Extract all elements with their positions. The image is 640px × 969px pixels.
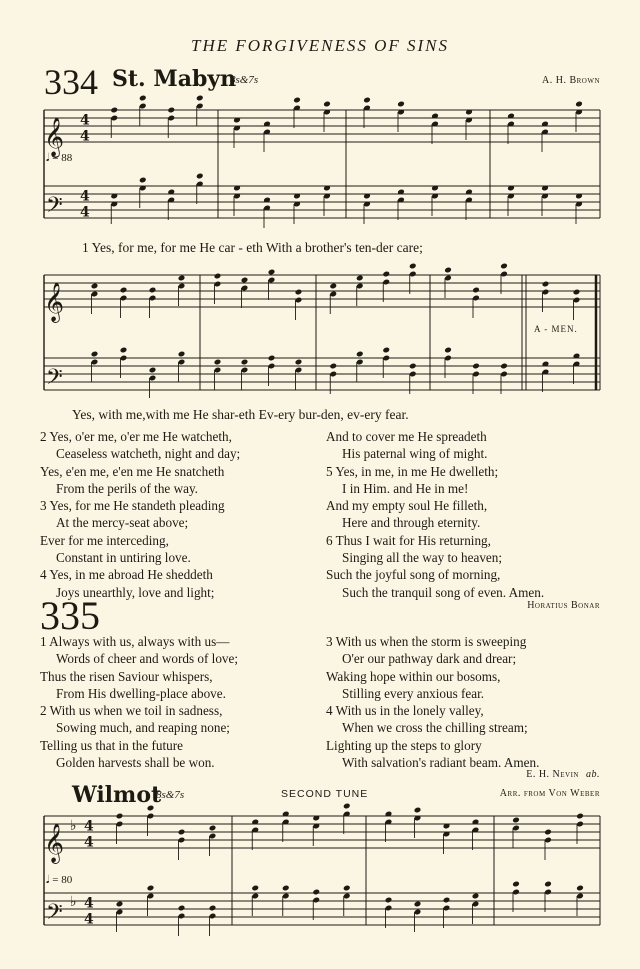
verse-line: From His dwelling-place above.: [56, 685, 226, 701]
note-head: [382, 271, 390, 278]
verse-line: Joys unearthly, love and light;: [56, 584, 215, 600]
verse-line: From the perils of the way.: [56, 480, 198, 496]
note-head: [91, 351, 99, 358]
verse-line: Such the tranquil song of even. Amen.: [342, 584, 545, 600]
note-head: [196, 173, 204, 180]
hymn-number-334: 334: [44, 62, 98, 102]
verse-line: With salvation's radiant beam. Amen.: [342, 755, 540, 771]
note-head: [139, 177, 147, 184]
verse-line: At the mercy-seat above;: [56, 515, 189, 531]
note-head: [544, 881, 552, 888]
note-head: [295, 289, 303, 296]
verse-line: And to cover me He spreadeth: [326, 429, 487, 444]
verse-line: Yes, e'en me, e'en me He snatcheth: [40, 463, 225, 479]
note-head: [414, 807, 422, 814]
verse-line: Singing all the way to heaven;: [342, 550, 503, 566]
author-334: Horatius Bonar: [527, 600, 600, 611]
note-head: [575, 101, 583, 108]
note-head: [147, 885, 155, 892]
note-head: [356, 275, 364, 282]
note-head: [512, 817, 520, 824]
hymn-number-335: 335: [40, 593, 100, 638]
note-head: [443, 897, 451, 904]
note-head: [343, 803, 351, 810]
flat-icon: ♭: [70, 818, 77, 834]
bass-clef-icon: 𝄢: [46, 193, 63, 223]
note-head: [251, 885, 259, 892]
verse-line: Thus the risen Saviour whispers,: [40, 668, 213, 684]
note-head: [178, 275, 186, 282]
treble-clef-icon: 𝄞: [44, 823, 65, 863]
verse-line: 4 Yes, in me abroad He sheddeth: [40, 567, 213, 583]
note-head: [576, 813, 584, 820]
note-head: [329, 363, 337, 370]
note-head: [500, 363, 508, 370]
note-head: [196, 95, 204, 102]
lyric-line-1: 1 Yes, for me, for me He car - eth With a brother's ten-der care;: [82, 240, 423, 255]
author-335-name: E. H. Nevin: [526, 769, 579, 780]
time-signature: 4: [80, 128, 90, 145]
note-head: [312, 889, 320, 896]
note-head: [295, 359, 303, 366]
note-head: [472, 363, 480, 370]
author-335: [526, 769, 600, 780]
note-head: [414, 901, 422, 908]
note-head: [268, 269, 276, 276]
verse-line: His paternal wing of might.: [342, 446, 488, 462]
note-head: [110, 107, 118, 114]
tune-name-wilmot: Wilmot: [72, 782, 162, 808]
note-head: [214, 273, 222, 280]
tune-name-st-mabyn: St. Mabyn: [112, 66, 237, 92]
time-signature: 4: [84, 911, 94, 928]
note-head: [542, 281, 550, 288]
time-signature: 4: [80, 112, 90, 129]
note-head: [241, 277, 249, 284]
note-head: [544, 829, 552, 836]
note-head: [293, 97, 301, 104]
verse-line: Here and through eternity.: [342, 515, 481, 531]
note-head: [268, 355, 276, 362]
note-head: [167, 107, 175, 114]
verse-line: 3 With us when the storm is sweeping: [326, 634, 527, 649]
note-head: [139, 95, 147, 102]
note-head: [385, 897, 393, 904]
note-head: [178, 351, 186, 358]
meter-334: 8s&7s: [230, 74, 259, 86]
note-head: [500, 263, 508, 270]
tempo-334: 𝅘𝅥 = 88: [46, 152, 73, 164]
note-head: [282, 885, 290, 892]
verse-line: Lighting up the steps to glory: [326, 737, 482, 753]
note-head: [209, 825, 217, 832]
note-head: [409, 263, 417, 270]
verse-line: 1 Always with us, always with us—: [40, 634, 230, 649]
page-header: THE FORGIVENESS OF SINS: [190, 36, 449, 55]
note-head: [444, 347, 452, 354]
verse-line: I in Him. and He in me!: [342, 480, 469, 496]
note-head: [178, 829, 186, 836]
note-head: [409, 363, 417, 370]
note-head: [241, 359, 249, 366]
second-tune-label: SECOND TUNE: [281, 788, 369, 800]
note-head: [178, 905, 186, 912]
note-head: [91, 283, 99, 290]
verse-line: 3 Yes, for me He standeth pleading: [40, 498, 225, 514]
note-head: [397, 101, 405, 108]
verse-line: Stilling every anxious fear.: [342, 685, 485, 701]
note-head: [120, 347, 128, 354]
bass-clef-icon: 𝄢: [46, 365, 63, 395]
meter-wilmot: 8s&7s: [156, 789, 185, 801]
verse-line: Ever for me interceding,: [40, 532, 169, 548]
note-head: [209, 905, 217, 912]
verse-line: 6 Thus I wait for His returning,: [326, 532, 491, 548]
note-head: [343, 885, 351, 892]
note-head: [116, 813, 124, 820]
time-signature: 4: [80, 188, 90, 205]
note-head: [472, 287, 480, 294]
note-head: [576, 885, 584, 892]
note-head: [116, 901, 124, 908]
verse-line: Constant in untiring love.: [56, 550, 191, 566]
note-head: [356, 351, 364, 358]
verse-line: Telling us that in the future: [40, 737, 184, 753]
verse-line: Sowing much, and reaping none;: [56, 720, 230, 736]
verse-line: Ceaseless watcheth, night and day;: [56, 446, 241, 462]
note-head: [512, 881, 520, 888]
verse-line: Words of cheer and words of love;: [56, 651, 239, 667]
verse-line: 4 With us in the lonely valley,: [326, 703, 484, 719]
note-head: [149, 287, 157, 294]
verse-line: Golden harvests shall be won.: [56, 755, 215, 771]
note-head: [573, 289, 581, 296]
treble-clef-icon: 𝄞: [44, 282, 65, 322]
verse-line: Waking hope within our bosoms,: [326, 668, 501, 684]
verses-334-left: [40, 428, 330, 601]
verses-334-right: [326, 428, 606, 601]
time-signature: 4: [84, 818, 94, 835]
lyric-line-2: Yes, with me,with me He shar-eth Ev-ery bur-den, ev-ery fear.: [72, 407, 409, 422]
note-head: [329, 283, 337, 290]
verses-335-right: [326, 633, 606, 771]
time-signature: 4: [84, 834, 94, 851]
verse-line: O'er our pathway dark and drear;: [342, 651, 517, 667]
tempo-wilmot: 𝅘𝅥 = 80: [46, 874, 73, 886]
note-head: [472, 893, 480, 900]
note-head: [120, 287, 128, 294]
flat-icon: ♭: [70, 894, 77, 910]
note-head: [323, 101, 331, 108]
verse-line: 2 Yes, o'er me, o'er me He watcheth,: [40, 429, 232, 444]
note-head: [363, 97, 371, 104]
note-head: [214, 359, 222, 366]
author-335-suffix: ab.: [586, 769, 600, 780]
treble-clef-icon: 𝄞: [44, 117, 65, 157]
time-signature: 4: [84, 895, 94, 912]
arranger-wilmot: Arr. from Von Weber: [499, 788, 600, 799]
note-head: [149, 367, 157, 374]
verses-335-left: [40, 633, 330, 771]
verse-line: And my empty soul He filleth,: [326, 498, 488, 514]
bass-clef-icon: 𝄢: [46, 900, 63, 930]
verse-line: Such the joyful song of morning,: [326, 567, 501, 583]
note-head: [444, 267, 452, 274]
verse-line: When we cross the chilling stream;: [342, 720, 528, 736]
note-head: [382, 347, 390, 354]
composer-334: A. H. Brown: [542, 75, 600, 86]
amen-label: A - MEN.: [534, 324, 578, 334]
verse-line: 5 Yes, in me, in me He dwelleth;: [326, 463, 499, 479]
time-signature: 4: [80, 204, 90, 221]
verse-line: 2 With us when we toil in sadness,: [40, 703, 223, 719]
